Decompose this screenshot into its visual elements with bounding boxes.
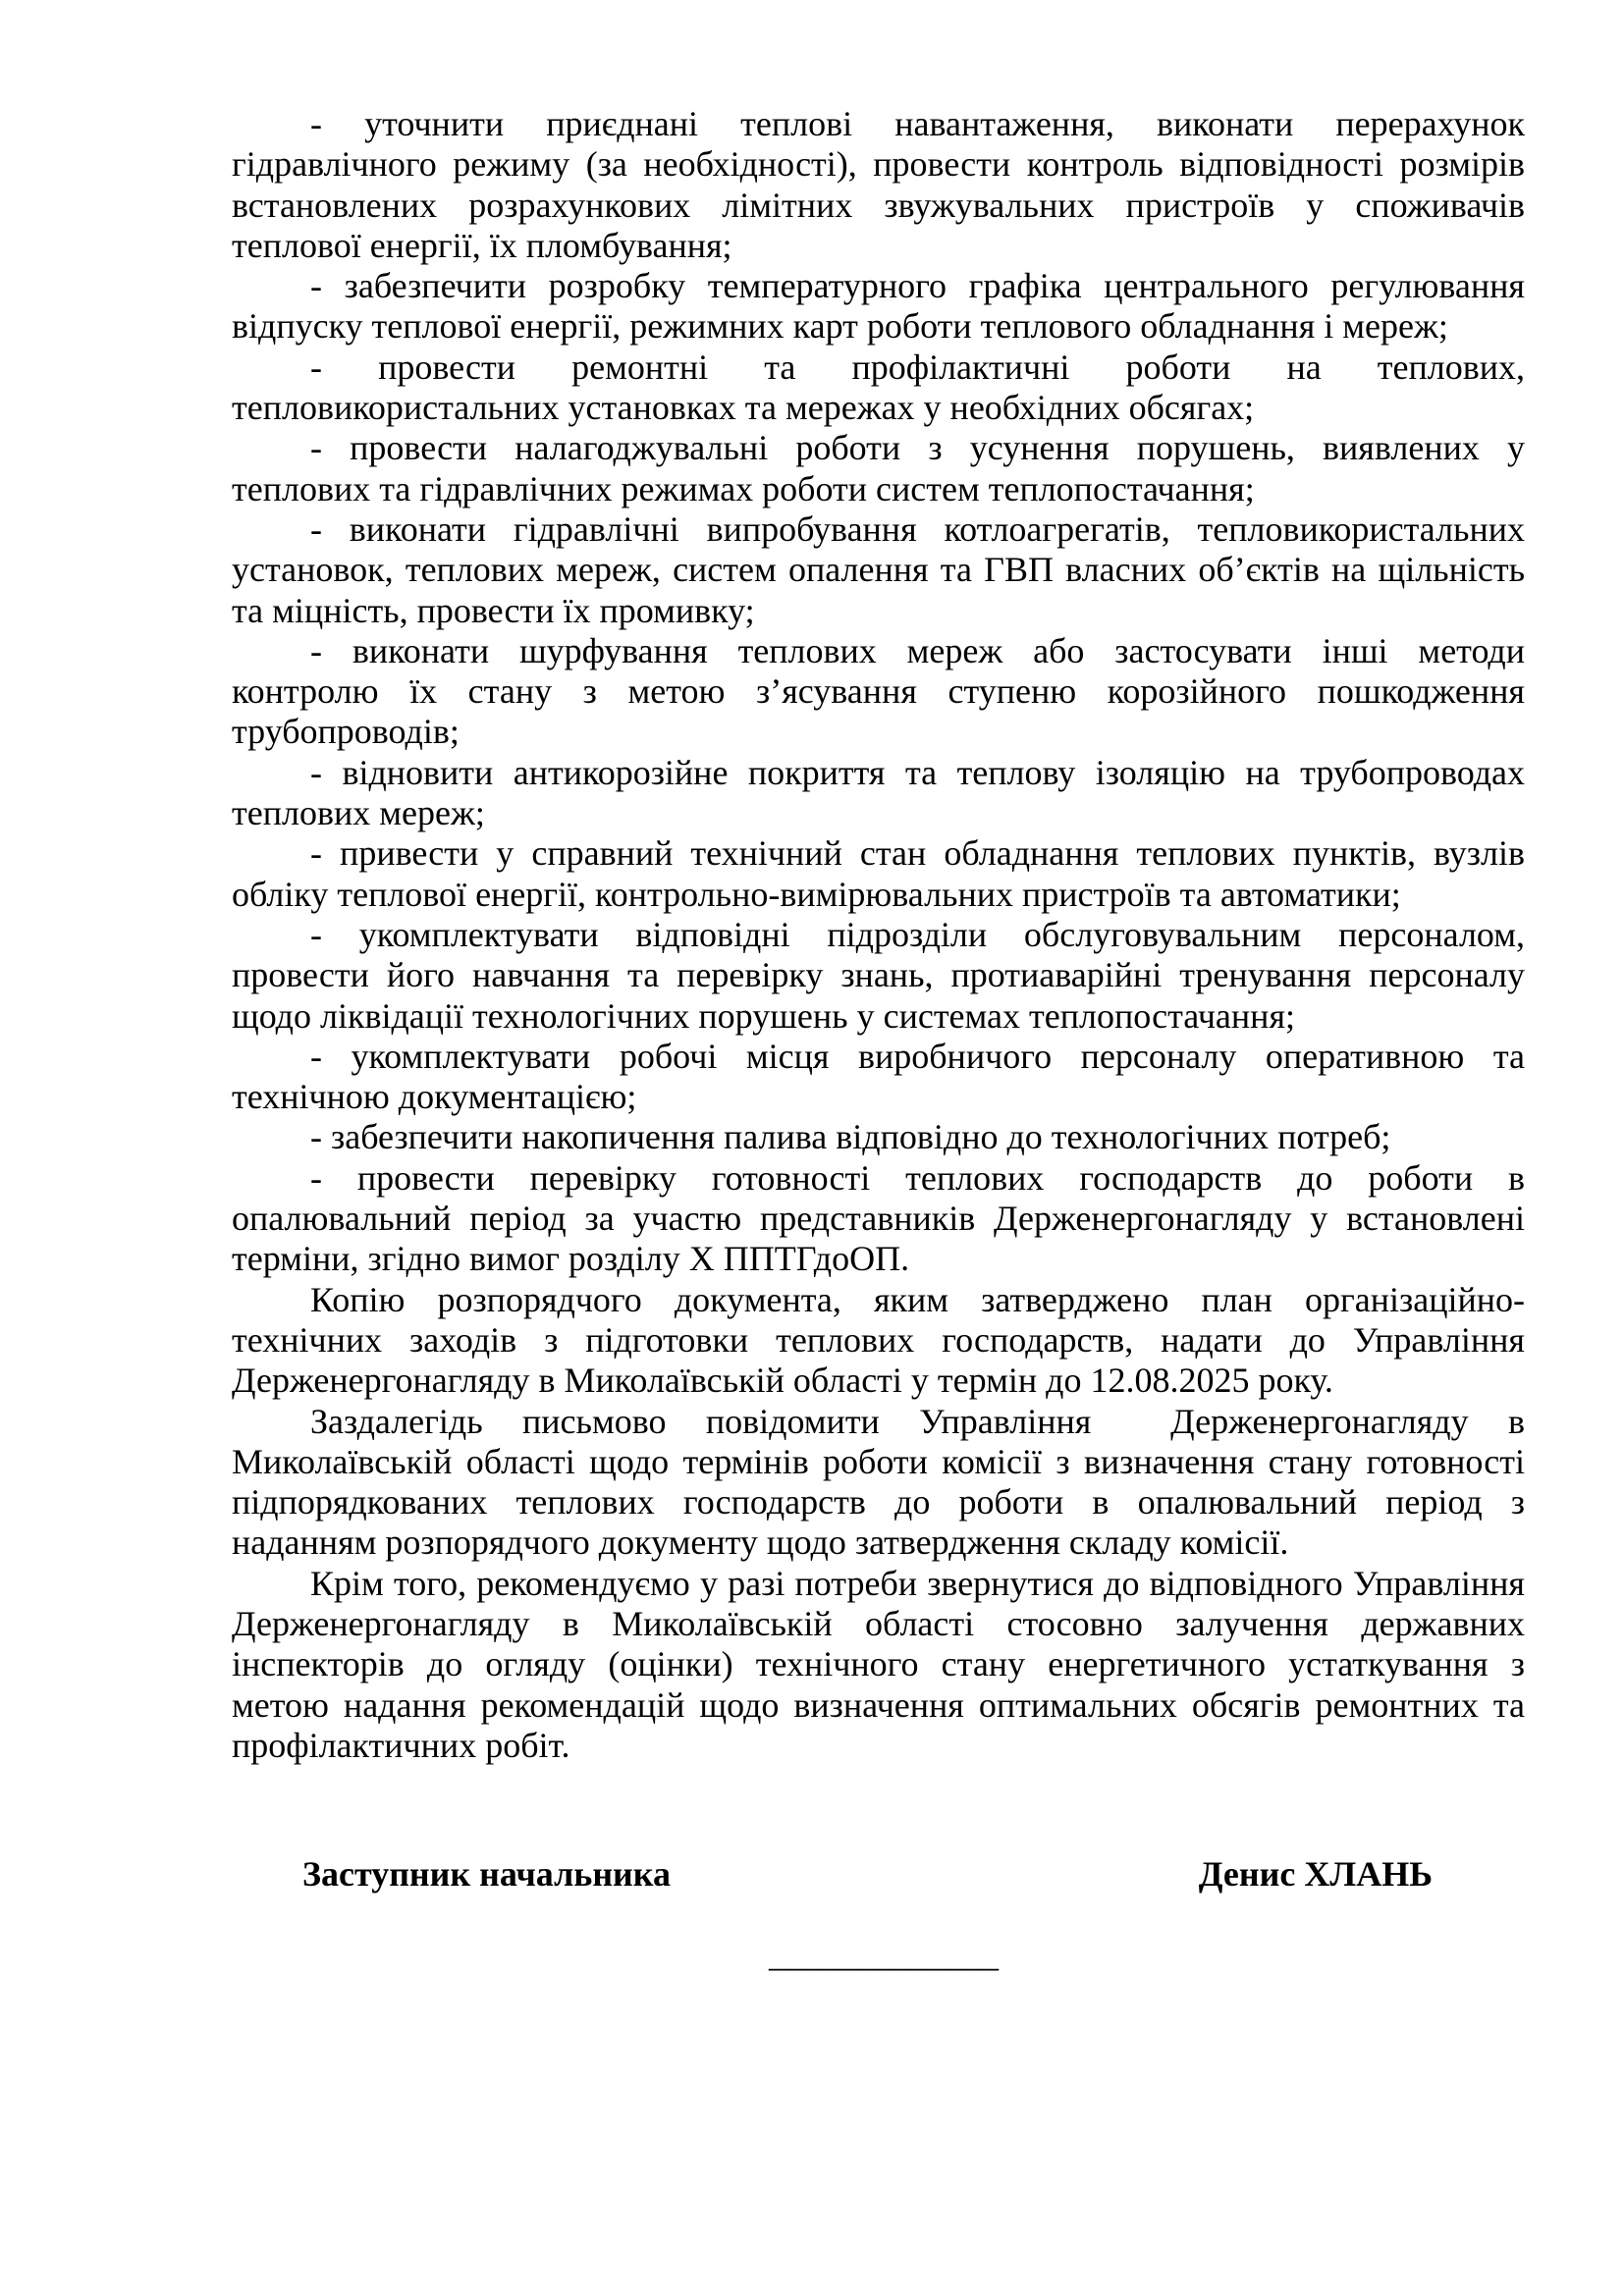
paragraph-line: провести його навчання та перевірку знань, протиаварійні тренування персоналу [232, 955, 1525, 995]
paragraph-line: наданням розпорядчого документу щодо затвердження складу комісії. [232, 1522, 1289, 1563]
paragraph-line: Миколаївській області щодо термінів роботи комісії з визначення стану готовності [232, 1441, 1525, 1481]
paragraph-line: - укомплектувати робочі місця виробничого персоналу оперативною та [310, 1036, 1525, 1076]
paragraph-line: - виконати гідравлічні випробування котлоагрегатів, тепловикористальних [310, 508, 1525, 549]
paragraph-line: теплових мереж; [232, 793, 485, 833]
paragraph-line: - провести ремонтні та профілактичні роботи на теплових, [310, 347, 1525, 387]
paragraph-line: обліку теплової енергії, контрольно-вимірювальних пристроїв та автоматики; [232, 874, 1401, 914]
paragraph-line: відпуску теплової енергії, режимних карт роботи теплового обладнання і мереж; [232, 306, 1448, 347]
signature-line-row [232, 1935, 1525, 1975]
paragraph-line: теплових та гідравлічних режимах роботи систем теплопостачання; [232, 468, 1255, 508]
paragraph-line: - привести у справний технічний стан обладнання теплових пунктів, вузлів [310, 833, 1525, 874]
paragraph-line: та міцність, провести їх промивку; [232, 590, 755, 630]
document-body [232, 104, 1525, 1766]
paragraph-line: щодо ліквідації технологічних порушень у системах теплопостачання; [232, 995, 1296, 1036]
paragraph-line: - забезпечити розробку температурного графіка центрального регулювання [310, 266, 1525, 306]
paragraph-line: - провести перевірку готовності теплових господарств до роботи в [310, 1157, 1525, 1198]
paragraph-line: підпорядкованих теплових господарств до роботи в опалювальний період з [232, 1482, 1525, 1522]
paragraph-line: - відновити антикорозійне покриття та теплову ізоляцію на трубопроводах [310, 752, 1525, 792]
paragraph-line: теплової енергії, їх пломбування; [232, 225, 732, 265]
paragraph-line: інспекторів до огляду (оцінки) технічного стану енергетичного устаткування з [232, 1644, 1525, 1684]
paragraph-line: - укомплектувати відповідні підрозділи обслуговувальним персоналом, [310, 914, 1525, 954]
signature-underline: _____________ [769, 1935, 999, 1975]
signature-row [232, 1854, 1525, 1895]
paragraph-line: - виконати шурфування теплових мереж або застосувати інші методи [310, 630, 1525, 670]
paragraph-line: - забезпечити накопичення палива відповідно до технологічних потреб; [310, 1117, 1391, 1157]
paragraph-line: Заздалегідь письмово повідомити Управління Держенергонагляду в [310, 1401, 1525, 1441]
paragraph-line: гідравлічного режиму (за необхідності), провести контроль відповідності розмірів [232, 144, 1525, 185]
paragraph-line: трубопроводів; [232, 712, 460, 752]
paragraph-line: тепловикористальних установках та мережах у необхідних обсягах; [232, 388, 1255, 428]
signature-name: Денис ХЛАНЬ [1198, 1854, 1433, 1895]
paragraph-line: - уточнити приєднані теплові навантаження, виконати перерахунок [310, 104, 1525, 143]
paragraph-line: технічних заходів з підготовки теплових господарств, надати до Управління [232, 1319, 1525, 1360]
paragraph-line: терміни, згідно вимог розділу Х ППТГдоОП. [232, 1239, 910, 1279]
paragraph-line: встановлених розрахункових лімітних звужувальних пристроїв у споживачів [232, 185, 1525, 225]
paragraph-line: профілактичних робіт. [232, 1725, 570, 1765]
paragraph-line: Копію розпорядчого документа, яким затверджено план організаційно- [310, 1279, 1525, 1319]
paragraph-line: - провести налагоджувальні роботи з усунення порушень, виявлених у [310, 428, 1525, 468]
paragraph-line: установок, теплових мереж, систем опалення та ГВП власних об’єктів на щільність [232, 550, 1525, 590]
paragraph-line: Держенергонагляду в Миколаївській області у термін до 12.08.2025 року. [232, 1361, 1333, 1401]
paragraph-line: Крім того, рекомендуємо у разі потреби звернутися до відповідного Управління [310, 1563, 1525, 1603]
paragraph-line: Держенергонагляду в Миколаївській області стосовно залучення державних [232, 1603, 1525, 1643]
paragraph-line: метою надання рекомендацій щодо визначення оптимальних обсягів ремонтних та [232, 1684, 1525, 1725]
paragraph-line: опалювальний період за участю представників Держенергонагляду у встановлені [232, 1199, 1525, 1239]
paragraph-line: контролю їх стану з метою з’ясування ступеню корозійного пошкодження [232, 671, 1525, 712]
signature-role: Заступник начальника [302, 1854, 671, 1895]
paragraph-line: технічною документацією; [232, 1077, 637, 1117]
